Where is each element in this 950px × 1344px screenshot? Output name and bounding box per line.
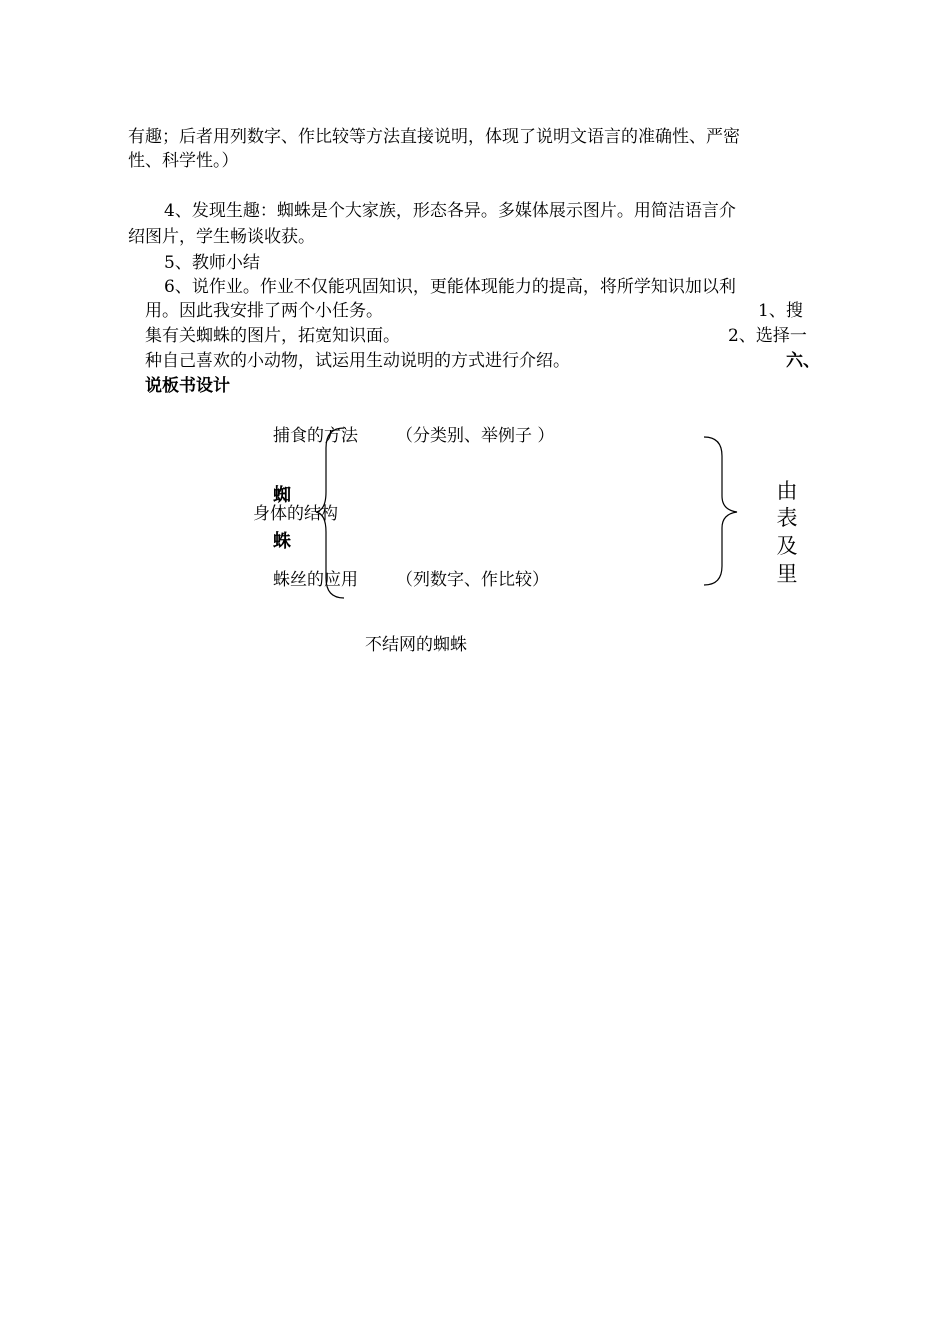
board-bottom-note: 不结网的蜘蛛 — [365, 635, 467, 655]
board-summary-char: 由 — [776, 479, 798, 503]
paragraph-line: 有趣；后者用列数字、作比较等方法直接说明，体现了说明文语言的准确性、严密 — [128, 127, 740, 147]
paragraph-line-right: 2、选择一 — [728, 326, 807, 346]
board-row-label: 蛛丝的应用 — [273, 570, 358, 590]
paragraph-line: 集有关蜘蛛的图片，拓宽知识面。 — [145, 326, 400, 346]
board-summary-char: 里 — [776, 562, 798, 586]
paragraph-line: 6、说作业。作业不仅能巩固知识，更能体现能力的提高，将所学知识加以利 — [164, 277, 736, 297]
board-center-char: 蜘 — [273, 485, 291, 506]
paragraph-line: 性、科学性。） — [128, 151, 239, 171]
right-brace — [704, 437, 737, 585]
board-row-label: 捕食的方法 — [273, 426, 358, 446]
board-row-label: 身体的结构 — [253, 504, 338, 524]
paragraph-line: 用。因此我安排了两个小任务。 — [145, 301, 383, 321]
board-row-method: （列数字、作比较） — [396, 570, 549, 590]
paragraph-line: 5、教师小结 — [164, 253, 260, 273]
board-summary-char: 及 — [776, 534, 798, 558]
paragraph-line: 4、发现生趣：蜘蛛是个大家族，形态各异。多媒体展示图片。用简洁语言介 — [164, 201, 736, 221]
paragraph-line-right: 1、搜 — [758, 301, 803, 321]
board-center-char: 蛛 — [273, 531, 291, 552]
section-number: 六、 — [786, 351, 820, 371]
board-summary-char: 表 — [776, 506, 798, 530]
board-row-method: （分类别、举例子 ） — [396, 426, 555, 446]
paragraph-line: 种自己喜欢的小动物，试运用生动说明的方式进行介绍。 — [145, 351, 570, 371]
paragraph-line: 绍图片，学生畅谈收获。 — [128, 227, 315, 247]
section-title: 说板书设计 — [145, 376, 230, 396]
